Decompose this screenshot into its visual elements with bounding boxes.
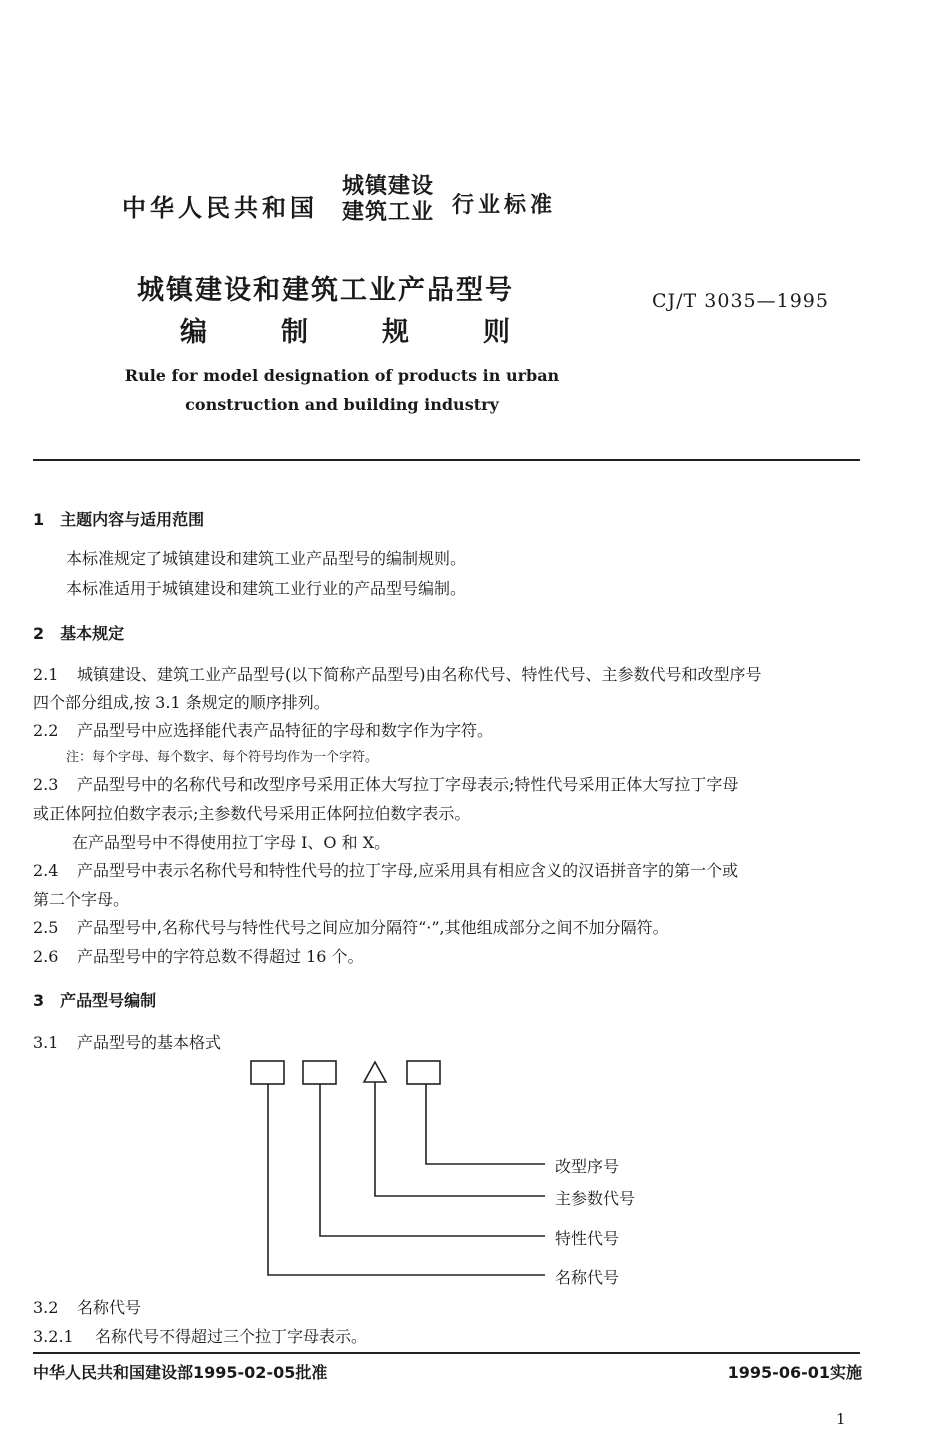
clause-number: 2.1 [33,665,59,684]
name-leader-line [268,1084,545,1275]
clause-text: 产品型号中的名称代号和改型序号采用正体大写拉丁字母表示;特性代号采用正体大写拉丁字母 [77,775,739,794]
clause-text: 城镇建设、建筑工业产品型号(以下简称产品型号)由名称代号、特性代号、主参数代号和改型序号 [77,665,762,684]
main-param-triangle [364,1062,386,1082]
clause-text: 产品型号中应选择能代表产品特征的字母和数字作为字符。 [77,721,494,740]
clause-number: 3.1 [33,1033,59,1052]
clause-text: 名称代号 [77,1298,142,1317]
diagram-label-main-param: 主参数代号 [555,1189,636,1208]
clause-2-4-cont: 第二个字母。 [33,890,130,909]
header-ministry-line2: 建筑工业 [342,200,435,225]
footer-divider [33,1352,860,1354]
header-country: 中华人民共和国 [122,194,318,222]
title-char: 则 [483,317,510,348]
section2-heading: 2 基本规定 [33,624,125,643]
title-char: 规 [382,317,409,348]
clause-2-1-cont: 四个部分组成,按 3.1 条规定的顺序排列。 [33,693,330,712]
standard-code: CJ/T 3035—1995 [652,290,829,312]
english-title-line1: Rule for model designation of products in urban [124,366,560,385]
diagram-label-revision: 改型序号 [555,1157,620,1176]
clause-3-2 [33,1295,141,1318]
clause-text: 产品型号中,名称代号与特性代号之间应加分隔符“·”,其他组成部分之间不加分隔符。 [77,918,669,937]
title-char: 制 [281,317,308,348]
header-ministry-line1: 城镇建设 [342,174,435,199]
clause-3-2-1 [33,1324,367,1347]
section3-heading: 3 产品型号编制 [33,991,157,1010]
clause-number: 2.4 [33,861,59,880]
clause-number: 2.6 [33,947,59,966]
clause-text: 名称代号不得超过三个拉丁字母表示。 [95,1327,368,1346]
approval-line: 中华人民共和国建设部1995-02-05批准 [33,1363,328,1382]
implementation-line: 1995-06-01实施 [727,1363,862,1382]
clause-2-2-note: 注：每个字母、每个数字、每个符号均作为一个字符。 [66,750,379,765]
section1-heading: 1 主题内容与适用范围 [33,510,205,529]
clause-2-3-cont: 或正体阿拉伯数字表示;主参数代号采用正体阿拉伯数字表示。 [33,804,471,823]
revision-leader-line [426,1084,545,1164]
section1-paragraph: 本标准适用于城镇建设和建筑工业行业的产品型号编制。 [66,579,467,598]
feature-code-box [303,1061,336,1084]
english-title-line2: construction and building industry [185,395,499,414]
clause-text: 产品型号中表示名称代号和特性代号的拉丁字母,应采用具有相应含义的汉语拼音字的第一个或 [77,861,739,880]
clause-number: 2.3 [33,775,59,794]
diagram-label-name: 名称代号 [555,1268,620,1287]
diagram-label-feature: 特性代号 [555,1229,620,1248]
clause-text: 产品型号中的字符总数不得超过 16 个。 [77,947,364,966]
clause-number: 2.2 [33,721,59,740]
header-standard-type: 行业标准 [452,193,557,218]
clause-number: 3.2 [33,1298,59,1317]
clause-number: 3.2.1 [33,1327,74,1346]
page-number: 1 [836,1410,846,1428]
clause-2-3-cont: 在产品型号中不得使用拉丁字母 I、O 和 X。 [72,833,391,852]
title-char: 编 [180,317,207,348]
name-code-box [251,1061,284,1084]
feature-leader-line [320,1084,545,1236]
title-line1: 城镇建设和建筑工业产品型号 [137,275,514,306]
clause-text: 产品型号的基本格式 [77,1033,222,1052]
revision-box [407,1061,440,1084]
main-param-leader-line [375,1082,545,1196]
clause-number: 2.5 [33,918,59,937]
section1-paragraph: 本标准规定了城镇建设和建筑工业产品型号的编制规则。 [66,549,467,568]
